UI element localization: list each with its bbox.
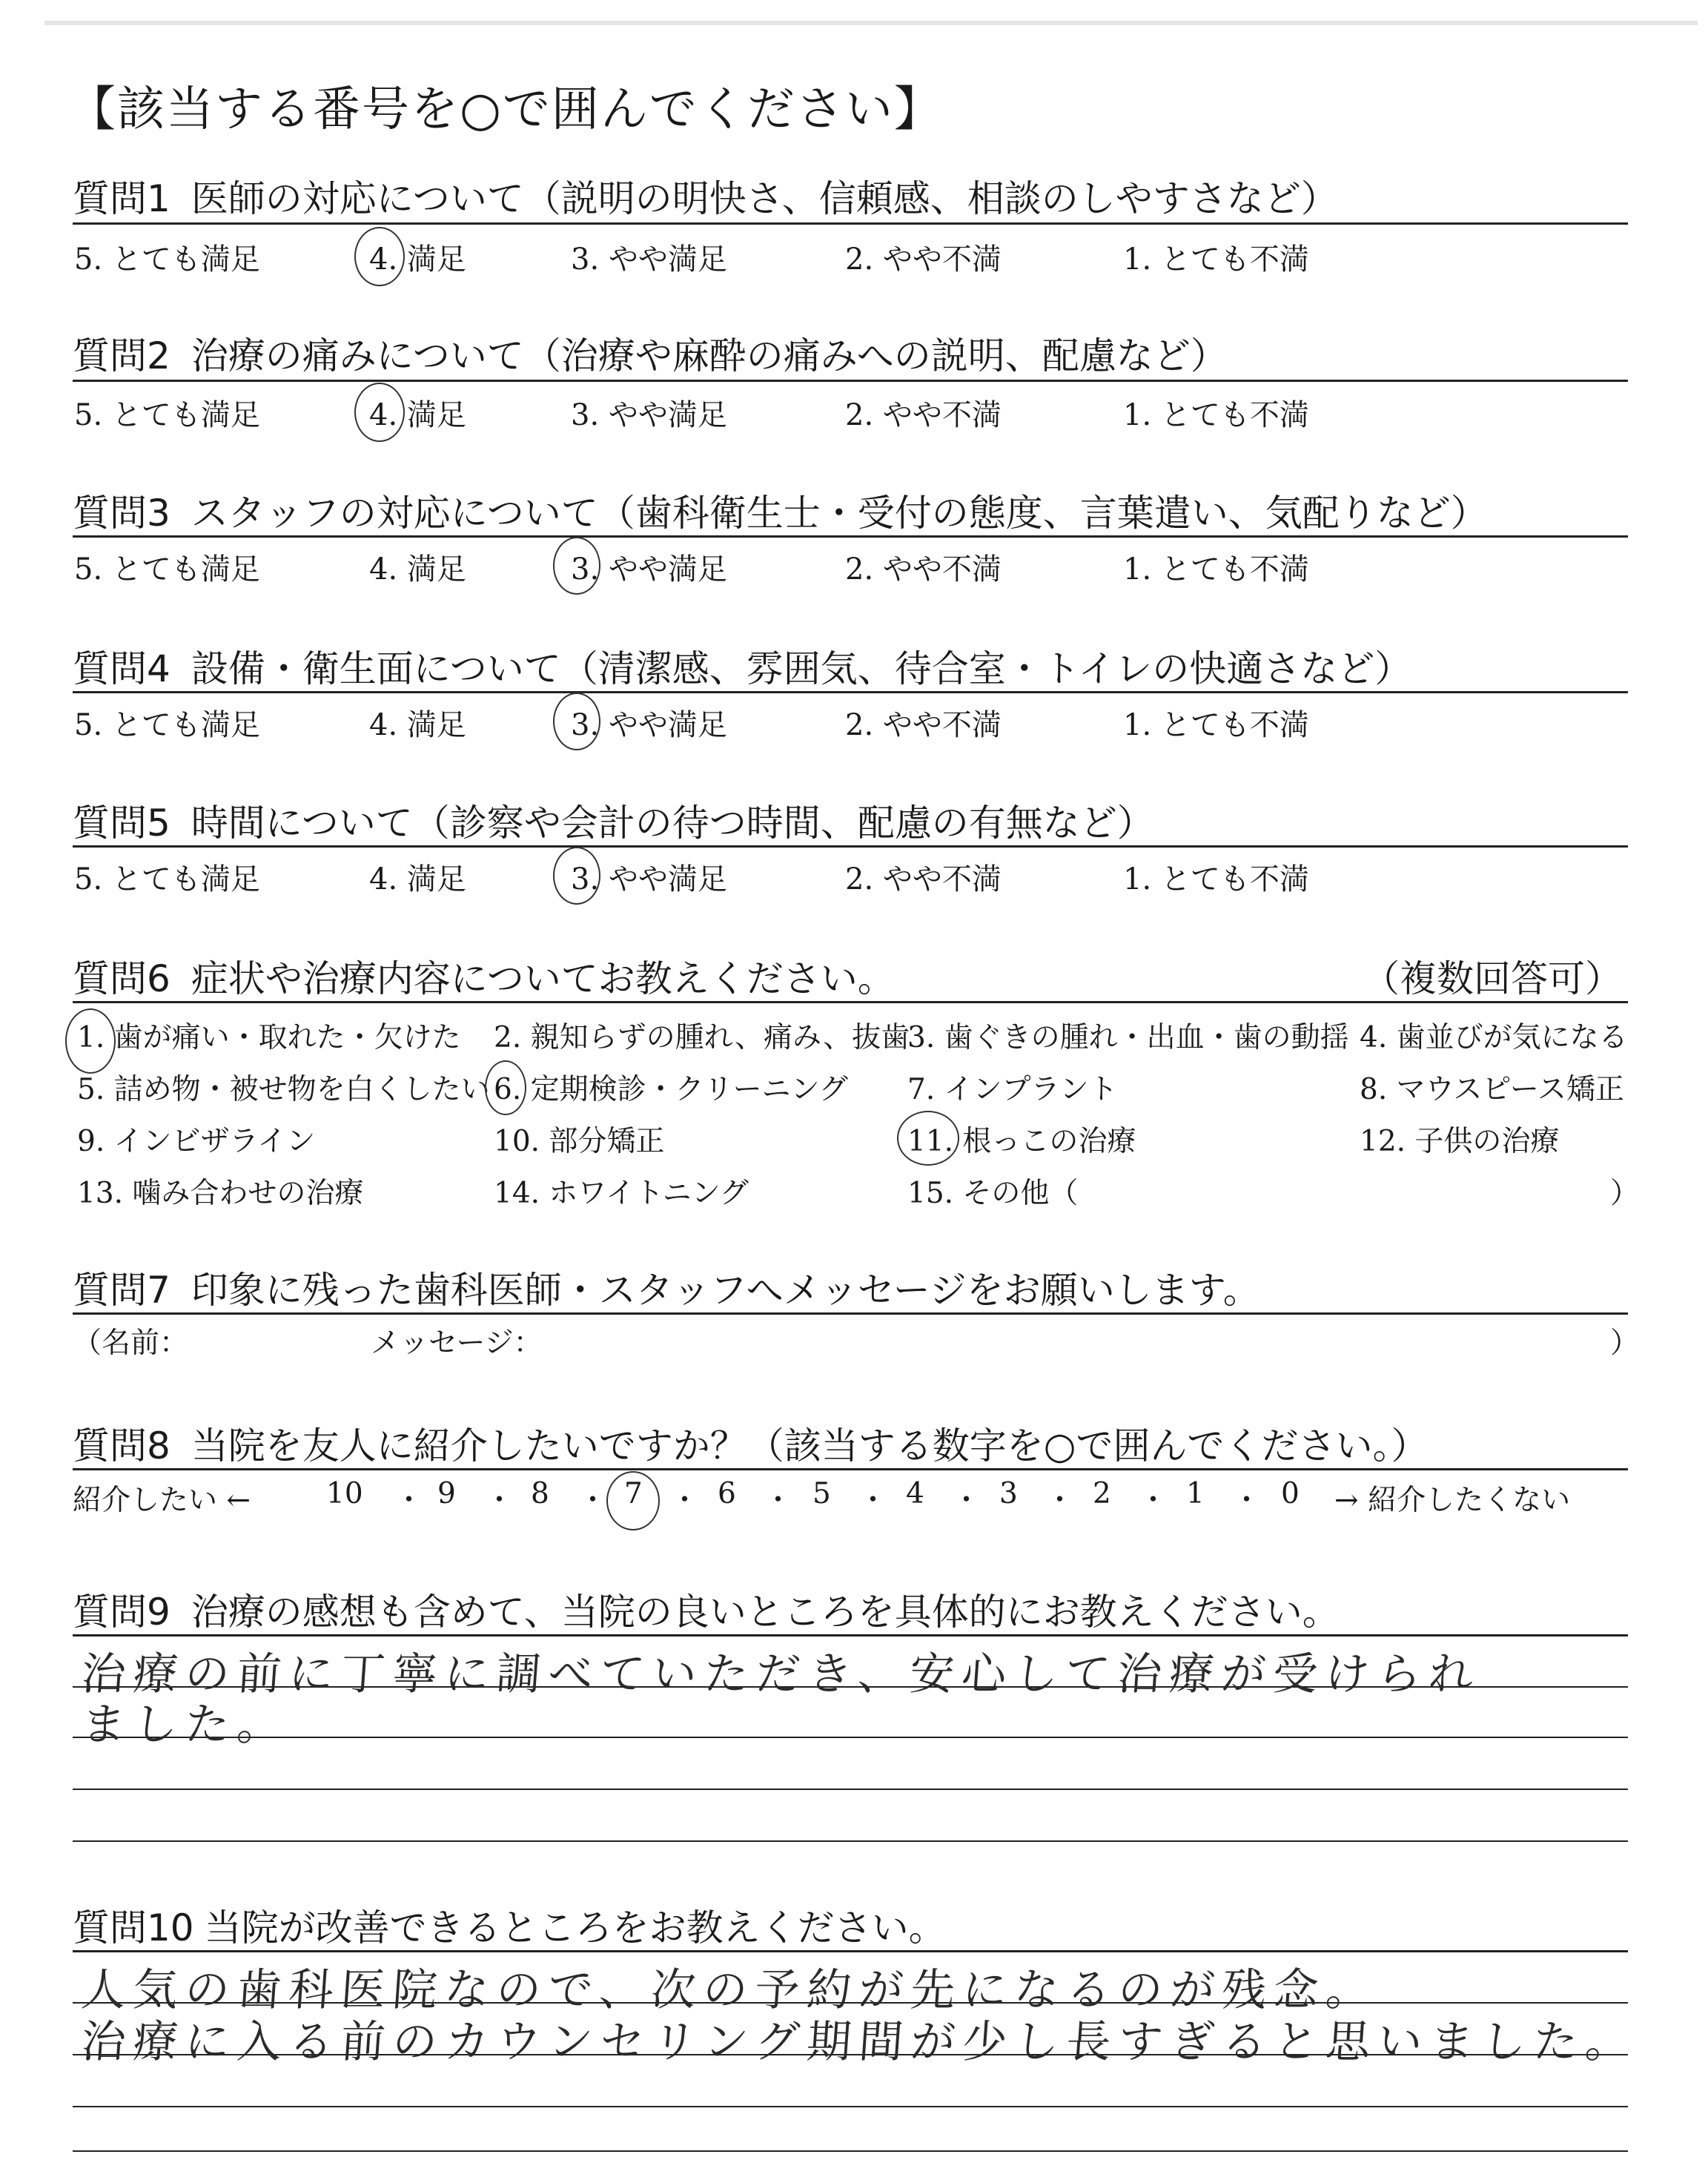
scale-0[interactable]: 0 — [1281, 1477, 1300, 1510]
question-title — [73, 793, 1154, 847]
scale-dot: ・ — [578, 1484, 608, 1517]
symptom-option-4[interactable]: 4. 歯並びが気になる — [1360, 1021, 1628, 1054]
question-number: 質問8 — [73, 1424, 171, 1467]
rating-option-4[interactable]: 4. 満足 — [369, 862, 466, 896]
symptom-option-3[interactable]: 3. 歯ぐきの腫れ・出血・歯の動揺 — [907, 1021, 1349, 1054]
scale-dot: ・ — [764, 1484, 793, 1517]
question-text: 医師の対応について（説明の明快さ、信頼感、相談のしやすさなど） — [191, 177, 1338, 220]
scale-5[interactable]: 5 — [812, 1477, 831, 1510]
question-number: 質問7 — [73, 1269, 171, 1312]
answer-line — [73, 2150, 1628, 2152]
rating-option-4[interactable]: 4. 満足 — [369, 242, 466, 277]
question-number: 質問1 — [73, 177, 171, 220]
symptom-option-12[interactable]: 12. 子供の治療 — [1360, 1125, 1560, 1158]
question-rule — [73, 535, 1628, 538]
form-heading: 【該当する番号を○で囲んでください】 — [68, 82, 943, 137]
question-text: 症状や治療内容についてお教えください。 — [191, 957, 895, 1000]
scale-dot: ・ — [1232, 1484, 1262, 1517]
rating-option-1[interactable]: 1. とても不満 — [1123, 242, 1309, 277]
answer-line — [73, 1950, 1628, 1952]
rating-option-4[interactable]: 4. 満足 — [369, 398, 466, 432]
recommend-left-label: 紹介したい ← — [73, 1484, 251, 1517]
answer-line — [73, 1840, 1628, 1842]
question-text: 当院を友人に紹介したいですか？（該当する数字を○で囲んでください。） — [191, 1424, 1429, 1467]
selection-circle — [485, 1060, 526, 1115]
rating-option-3[interactable]: 3. やや満足 — [571, 708, 727, 742]
multiple-answer-note: （複数回答可） — [1363, 957, 1622, 1000]
question-number: 質問6 — [73, 957, 171, 1000]
symptom-option-14[interactable]: 14. ホワイトニング — [494, 1177, 749, 1210]
question-title — [73, 326, 1228, 380]
rating-option-3[interactable]: 3. やや満足 — [571, 552, 727, 587]
question-text: 設備・衛生面について（清潔感、雰囲気、待合室・トイレの快適さなど） — [191, 647, 1412, 690]
symptom-option-9[interactable]: 9. インビザライン — [77, 1125, 316, 1158]
rating-option-3[interactable]: 3. やや満足 — [571, 242, 727, 277]
scale-2[interactable]: 2 — [1093, 1477, 1111, 1510]
name-label[interactable]: （名前： — [73, 1327, 189, 1360]
message-close-paren: ） — [1610, 1327, 1640, 1360]
scale-9[interactable]: 9 — [437, 1477, 456, 1510]
question-rule — [73, 222, 1628, 225]
rating-option-2[interactable]: 2. やや不満 — [845, 398, 1002, 432]
scale-dot: ・ — [858, 1484, 888, 1517]
handwritten-answer[interactable]: ました。 — [79, 1699, 291, 1751]
answer-line — [73, 2106, 1628, 2107]
symptom-option-6[interactable]: 6. 定期検診・クリーニング — [494, 1073, 848, 1106]
scale-dot: ・ — [952, 1484, 982, 1517]
answer-line — [73, 1789, 1628, 1790]
scale-3[interactable]: 3 — [999, 1477, 1018, 1510]
selection-circle — [65, 1008, 116, 1074]
question-title — [73, 483, 1488, 537]
rating-option-2[interactable]: 2. やや不満 — [845, 242, 1002, 277]
question-text: 印象に残った歯科医師・スタッフへメッセージをお願いします。 — [191, 1269, 1260, 1312]
question-title — [73, 1261, 1260, 1314]
other-close-paren: ） — [1610, 1177, 1640, 1210]
rating-option-5[interactable]: 5. とても満足 — [74, 242, 260, 277]
question-number: 質問10 — [73, 1906, 194, 1949]
question-text: 時間について（診察や会計の待つ時間、配慮の有無など） — [191, 802, 1154, 845]
rating-option-1[interactable]: 1. とても不満 — [1123, 862, 1309, 896]
question-title — [73, 1416, 1428, 1470]
recommend-right-label: → 紹介したくない — [1334, 1484, 1571, 1517]
question-title — [73, 1898, 946, 1952]
rating-option-5[interactable]: 5. とても満足 — [74, 862, 260, 896]
question-number: 質問2 — [73, 334, 171, 377]
rating-option-4[interactable]: 4. 満足 — [369, 552, 466, 587]
rating-option-2[interactable]: 2. やや不満 — [845, 862, 1002, 896]
message-label[interactable]: メッセージ： — [371, 1327, 543, 1360]
scale-dot: ・ — [485, 1484, 514, 1517]
symptom-option-15[interactable]: 15. その他（ — [907, 1177, 1079, 1210]
scale-8[interactable]: 8 — [531, 1477, 549, 1510]
question-rule — [73, 380, 1628, 382]
scale-dot: ・ — [1139, 1484, 1168, 1517]
scale-dot: ・ — [394, 1484, 424, 1517]
answer-line — [73, 1634, 1628, 1636]
rating-option-4[interactable]: 4. 満足 — [369, 708, 466, 742]
rating-option-2[interactable]: 2. やや不満 — [845, 708, 1002, 742]
question-text: 当院が改善できるところをお教えください。 — [204, 1906, 946, 1949]
scale-6[interactable]: 6 — [718, 1477, 736, 1510]
selection-circle — [553, 537, 600, 595]
scale-dot: ・ — [1045, 1484, 1075, 1517]
symptom-option-10[interactable]: 10. 部分矯正 — [494, 1125, 665, 1158]
question-title — [73, 1582, 1340, 1636]
scan-top-edge — [44, 21, 1698, 25]
rating-option-3[interactable]: 3. やや満足 — [571, 398, 727, 432]
question-rule — [73, 845, 1628, 848]
question-rule — [73, 1001, 1628, 1003]
scale-7[interactable]: 7 — [624, 1477, 643, 1510]
symptom-option-11[interactable]: 11. 根っこの治療 — [907, 1125, 1136, 1158]
question-number: 質問4 — [73, 647, 171, 690]
question-rule — [73, 1468, 1628, 1470]
question-rule — [73, 691, 1628, 693]
handwritten-answer[interactable]: 治療の前に丁寧に調べていただき、安心して治療が受けられ — [79, 1648, 1483, 1700]
scale-4[interactable]: 4 — [906, 1477, 924, 1510]
symptom-option-13[interactable]: 13. 噛み合わせの治療 — [77, 1177, 364, 1210]
symptom-option-5[interactable]: 5. 詰め物・被せ物を白くしたい — [77, 1073, 490, 1106]
selection-circle — [606, 1471, 660, 1530]
symptom-option-1[interactable]: 1. 歯が痛い・取れた・欠けた — [77, 1021, 461, 1054]
question-title — [73, 639, 1411, 693]
rating-option-1[interactable]: 1. とても不満 — [1123, 398, 1309, 432]
selection-circle — [553, 847, 600, 905]
rating-option-1[interactable]: 1. とても不満 — [1123, 552, 1309, 587]
rating-option-5[interactable]: 5. とても満足 — [74, 708, 260, 742]
scale-1[interactable]: 1 — [1186, 1477, 1205, 1510]
answer-line — [73, 1737, 1628, 1738]
question-number: 質問5 — [73, 802, 171, 845]
symptom-option-7[interactable]: 7. インプラント — [907, 1073, 1118, 1106]
question-title — [73, 949, 895, 1003]
rating-option-1[interactable]: 1. とても不満 — [1123, 708, 1309, 742]
scale-10[interactable]: 10 — [326, 1477, 363, 1510]
handwritten-answer[interactable]: 治療に入る前のカウンセリング期間が少し長すぎると思いました。 — [79, 2016, 1639, 2068]
symptom-option-8[interactable]: 8. マウスピース矯正 — [1360, 1073, 1624, 1106]
question-number: 質問9 — [73, 1591, 171, 1634]
selection-circle — [354, 227, 405, 286]
selection-circle — [553, 693, 600, 750]
rating-option-5[interactable]: 5. とても満足 — [74, 398, 260, 432]
question-title — [73, 169, 1338, 222]
rating-option-2[interactable]: 2. やや不満 — [845, 552, 1002, 587]
question-text: 治療の感想も含めて、当院の良いところを具体的にお教えください。 — [191, 1591, 1340, 1634]
question-text: スタッフの対応について（歯科衛生士・受付の態度、言葉遣い、気配りなど） — [191, 492, 1488, 535]
question-rule — [73, 1312, 1628, 1315]
rating-option-3[interactable]: 3. やや満足 — [571, 862, 727, 896]
selection-circle — [897, 1111, 959, 1166]
scale-dot: ・ — [670, 1484, 700, 1517]
rating-option-5[interactable]: 5. とても満足 — [74, 552, 260, 587]
question-text: 治療の痛みについて（治療や麻酔の痛みへの説明、配慮など） — [191, 334, 1228, 377]
selection-circle — [354, 383, 405, 442]
question-number: 質問3 — [73, 492, 171, 535]
symptom-option-2[interactable]: 2. 親知らずの腫れ、痛み、抜歯 — [494, 1021, 910, 1054]
handwritten-answer[interactable]: 人気の歯科医院なので、次の予約が先になるのが残念。 — [79, 1964, 1380, 2016]
